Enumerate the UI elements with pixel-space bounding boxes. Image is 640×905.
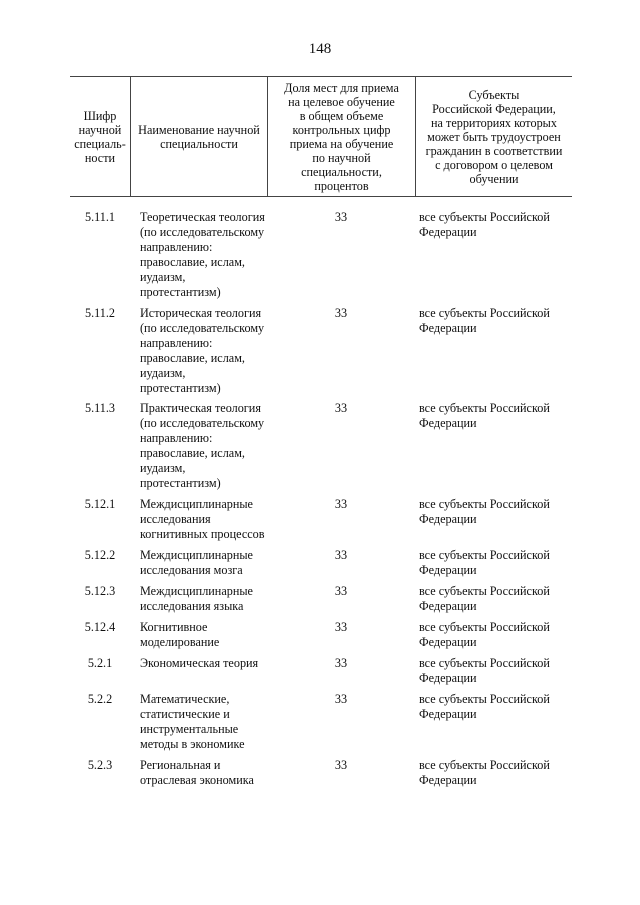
row-name: Междисциплинарные исследования мозга [140, 548, 253, 577]
header-share: Доля мест для приема на целевое обучение в общем объеме контрольных цифр приема на обучение по научной специальности, процентов [267, 77, 415, 196]
row-code: 5.12.1 [84, 497, 116, 511]
table-row [70, 584, 572, 620]
row-code: 5.12.4 [84, 620, 116, 634]
row-subjects: все субъекты Российской Федерации [419, 548, 550, 577]
row-code: 5.2.2 [87, 692, 113, 706]
row-subjects: все субъекты Российской Федерации [419, 758, 550, 787]
row-subjects: все субъекты Российской Федерации [419, 584, 550, 613]
row-share: 33 [334, 210, 348, 224]
table-row [70, 548, 572, 584]
row-share: 33 [334, 497, 348, 511]
row-name: Практическая теология (по исследовательскому направлению: православие, ислам, иудаизм, протестантизм) [140, 401, 265, 490]
row-code: 5.12.2 [84, 548, 116, 562]
row-name: Междисциплинарные исследования языка [140, 584, 253, 613]
row-share: 33 [334, 584, 348, 598]
row-name: Когнитивное моделирование [140, 620, 220, 649]
row-name: Междисциплинарные исследования когнитивных процессов [140, 497, 265, 541]
table-body [70, 210, 572, 794]
row-subjects: все субъекты Российской Федерации [419, 401, 550, 430]
table-row [70, 620, 572, 656]
row-subjects: все субъекты Российской Федерации [419, 620, 550, 649]
row-code: 5.11.2 [84, 306, 116, 320]
table-row [70, 758, 572, 794]
row-name: Математические, статистические и инструментальные методы в экономике [140, 692, 245, 751]
row-share: 33 [334, 401, 348, 415]
row-name: Историческая теология (по исследовательскому направлению: православие, ислам, иудаизм, протестантизм) [140, 306, 265, 395]
header-subjects: Субъекты Российской Федерации, на территориях которых может быть трудоустроен гражданин в соответствии с договором о целевом обучении [415, 77, 572, 196]
page-number: 148 [308, 41, 332, 57]
row-share: 33 [334, 758, 348, 772]
row-share: 33 [334, 656, 348, 670]
row-name: Региональная и отраслевая экономика [140, 758, 254, 787]
row-share: 33 [334, 306, 348, 320]
row-subjects: все субъекты Российской Федерации [419, 656, 550, 685]
row-share: 33 [334, 692, 348, 706]
table-row [70, 692, 572, 758]
row-subjects: все субъекты Российской Федерации [419, 497, 550, 526]
row-share: 33 [334, 620, 348, 634]
header-name: Наименование научной специальности [130, 77, 267, 196]
row-code: 5.11.1 [84, 210, 116, 224]
table-row [70, 210, 572, 306]
table-row [70, 497, 572, 548]
table-header [70, 77, 572, 196]
row-share: 33 [334, 548, 348, 562]
row-name: Экономическая теория [140, 656, 259, 670]
table-row [70, 656, 572, 692]
table-row [70, 306, 572, 401]
row-subjects: все субъекты Российской Федерации [419, 306, 550, 335]
row-code: 5.2.1 [87, 656, 113, 670]
row-name: Теоретическая теология (по исследовательскому направлению: православие, ислам, иудаизм, протестантизм) [140, 210, 265, 299]
row-subjects: все субъекты Российской Федерации [419, 210, 550, 239]
header-code: Шифр научной специаль- ности [74, 108, 126, 165]
row-code: 5.12.3 [84, 584, 116, 598]
table-header-rule [70, 196, 572, 197]
row-code: 5.2.3 [87, 758, 113, 772]
table-row [70, 401, 572, 497]
row-code: 5.11.3 [84, 401, 116, 415]
row-subjects: все субъекты Российской Федерации [419, 692, 550, 721]
